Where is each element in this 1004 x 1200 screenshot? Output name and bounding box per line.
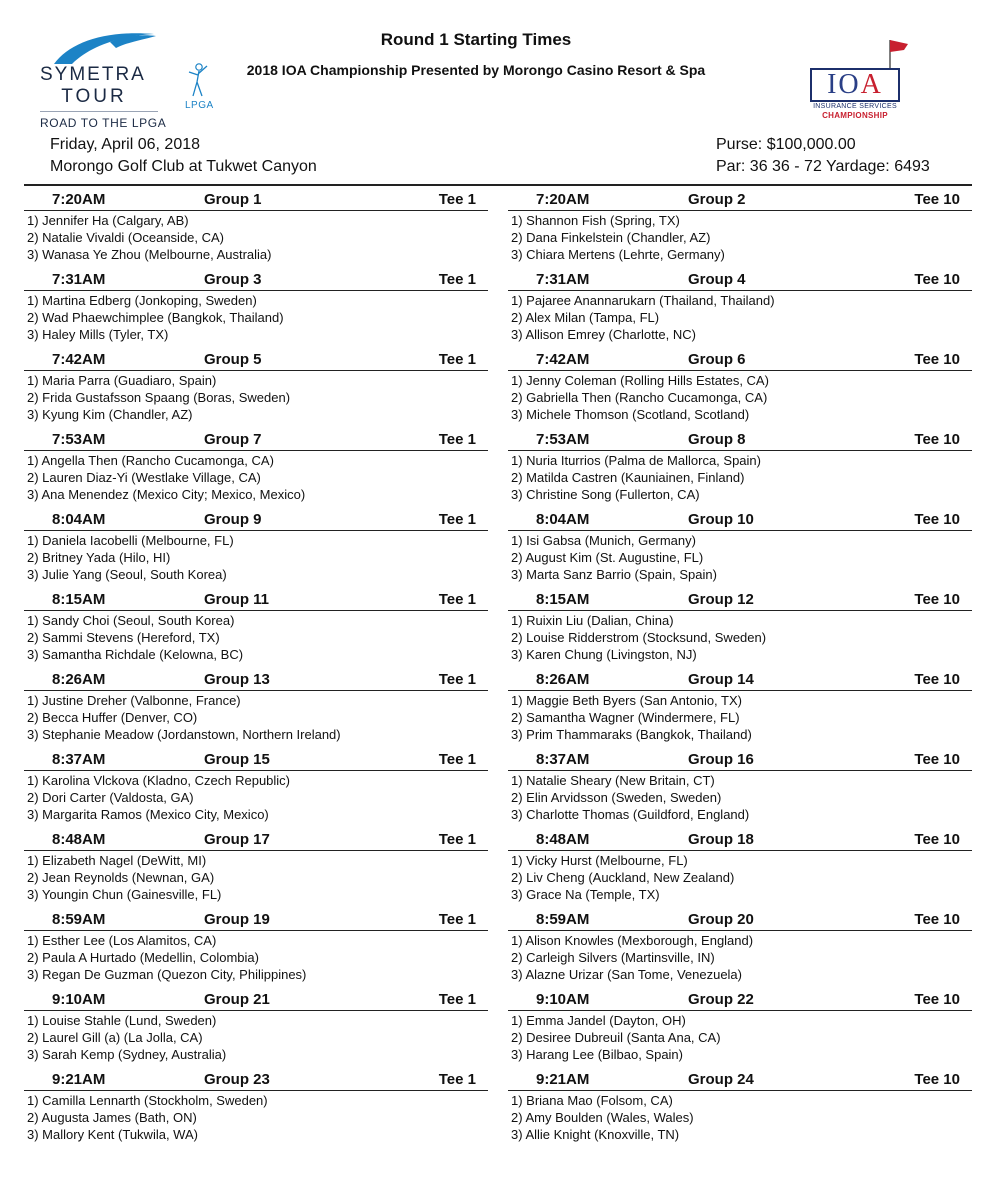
player-entry: 2) Carleigh Silvers (Martinsville, IN) [511,950,715,965]
group-header [508,910,972,931]
player-list [24,851,488,903]
player-list [508,371,972,423]
tee-time-group [508,1070,972,1150]
player-entry: 3) Julie Yang (Seoul, South Korea) [27,567,227,582]
player-entry: 2) Desiree Dubreuil (Santa Ana, CA) [511,1030,721,1045]
player-entry: 1) Daniela Iacobelli (Melbourne, FL) [27,533,234,548]
player-entry: 3) Alazne Urizar (San Tome, Venezuela) [511,967,742,982]
tee-number: Tee 1 [438,351,476,368]
group-name: Group 7 [204,431,262,448]
tee-number: Tee 10 [914,351,960,368]
player-list [508,211,972,263]
tee-time-group [508,670,972,750]
tee-time: 8:48AM [52,831,106,848]
group-name: Group 13 [204,671,270,688]
symetra-tagline: ROAD TO THE LPGA [40,116,167,130]
group-header [508,270,972,291]
tee-time-group [508,910,972,990]
player-entry: 1) Louise Stahle (Lund, Sweden) [27,1013,217,1028]
tee-time: 9:10AM [536,991,590,1008]
group-name: Group 24 [688,1071,754,1088]
group-name: Group 1 [204,191,262,208]
player-list [508,291,972,343]
player-entry: 3) Mallory Kent (Tukwila, WA) [27,1127,198,1142]
event-par-yardage: Par: 36 36 - 72 Yardage: 6493 [716,158,930,175]
player-list [24,531,488,583]
flag-icon [882,38,912,72]
group-name: Group 14 [688,671,754,688]
player-list [508,531,972,583]
tee-time-group [508,590,972,670]
group-name: Group 23 [204,1071,270,1088]
player-entry: 1) Natalie Sheary (New Britain, CT) [511,773,715,788]
player-entry: 2) August Kim (St. Augustine, FL) [511,550,704,565]
player-entry: 1) Alison Knowles (Mexborough, England) [511,933,754,948]
tee-number: Tee 10 [914,751,960,768]
ioa-mark [810,68,900,102]
tee-number: Tee 10 [914,431,960,448]
tee-time-group [24,1070,488,1150]
player-entry: 2) Natalie Vivaldi (Oceanside, CA) [27,230,225,245]
symetra-wordmark: SYMETRA [40,64,146,85]
player-entry: 2) Sammi Stevens (Hereford, TX) [27,630,220,645]
tee-time-group [508,990,972,1070]
player-entry: 1) Esther Lee (Los Alamitos, CA) [27,933,217,948]
group-name: Group 17 [204,831,270,848]
group-header [24,990,488,1011]
group-header [24,670,488,691]
player-list [24,611,488,663]
player-entry: 2) Samantha Wagner (Windermere, FL) [511,710,740,725]
tee-time: 8:15AM [536,591,590,608]
player-entry: 2) Lauren Diaz-Yi (Westlake Village, CA) [27,470,261,485]
player-entry: 2) Jean Reynolds (Newnan, GA) [27,870,215,885]
tee-number: Tee 1 [438,511,476,528]
group-name: Group 6 [688,351,746,368]
player-entry: 3) Youngin Chun (Gainesville, FL) [27,887,222,902]
player-entry: 3) Stephanie Meadow (Jordanstown, Northern Ireland) [27,727,341,742]
player-entry: 1) Angella Then (Rancho Cucamonga, CA) [27,453,274,468]
tee-time-group [24,750,488,830]
tee-number: Tee 1 [438,751,476,768]
tee-time: 7:42AM [536,351,590,368]
tee-time: 8:37AM [536,751,590,768]
symetra-tour-text: TOUR [61,86,127,107]
player-entry: 2) Dana Finkelstein (Chandler, AZ) [511,230,711,245]
tee-time-group [24,350,488,430]
tee-number: Tee 10 [914,1071,960,1088]
group-name: Group 10 [688,511,754,528]
group-header [24,910,488,931]
group-header [24,590,488,611]
tee-time: 8:48AM [536,831,590,848]
player-entry: 1) Sandy Choi (Seoul, South Korea) [27,613,235,628]
player-entry: 2) Matilda Castren (Kauniainen, Finland) [511,470,745,485]
player-entry: 3) Christine Song (Fullerton, CA) [511,487,700,502]
group-header [24,350,488,371]
player-list [24,451,488,503]
tee-time-group [508,750,972,830]
player-list [508,611,972,663]
group-name: Group 11 [204,591,270,608]
group-header [508,670,972,691]
player-entry: 1) Shannon Fish (Spring, TX) [511,213,680,228]
group-header [508,750,972,771]
player-entry: 3) Wanasa Ye Zhou (Melbourne, Australia) [27,247,272,262]
tee-time: 7:31AM [536,271,590,288]
group-name: Group 5 [204,351,262,368]
ioa-mark-a: A [860,69,883,100]
event-subtitle: 2018 IOA Championship Presented by Morongo Casino Resort & Spa [246,62,706,78]
tee-number: Tee 10 [914,671,960,688]
player-entry: 1) Vicky Hurst (Melbourne, FL) [511,853,688,868]
group-name: Group 22 [688,991,754,1008]
player-entry: 2) Amy Boulden (Wales, Wales) [511,1110,694,1125]
player-entry: 3) Sarah Kemp (Sydney, Australia) [27,1047,227,1062]
group-header [24,430,488,451]
tee-time: 7:31AM [52,271,106,288]
player-entry: 2) Becca Huffer (Denver, CO) [27,710,198,725]
player-entry: 2) Wad Phaewchimplee (Bangkok, Thailand) [27,310,284,325]
player-entry: 1) Ruixin Liu (Dalian, China) [511,613,674,628]
page-title: Round 1 Starting Times [380,30,572,49]
group-name: Group 2 [688,191,746,208]
player-entry: 1) Maggie Beth Byers (San Antonio, TX) [511,693,742,708]
tee-number: Tee 10 [914,511,960,528]
player-entry: 2) Liv Cheng (Auckland, New Zealand) [511,870,735,885]
group-header [508,350,972,371]
player-entry: 3) Charlotte Thomas (Guildford, England) [511,807,750,822]
tee-time-group [508,430,972,510]
ioa-championship-logo [806,38,906,122]
tee-time: 7:42AM [52,351,106,368]
player-entry: 3) Haley Mills (Tyler, TX) [27,327,169,342]
player-entry: 1) Pajaree Anannarukarn (Thailand, Thailand) [511,293,775,308]
tee-time: 7:53AM [536,431,590,448]
player-list [24,1011,488,1063]
tee-time-group [508,270,972,350]
group-header [24,510,488,531]
player-list [508,771,972,823]
event-venue: Morongo Golf Club at Tukwet Canyon [50,158,317,175]
player-list [508,851,972,903]
group-header [24,1070,488,1091]
group-name: Group 3 [204,271,262,288]
lpga-text: LPGA [185,100,214,111]
player-entry: 2) Paula A Hurtado (Medellin, Colombia) [27,950,259,965]
player-entry: 3) Allie Knight (Knoxville, TN) [511,1127,680,1142]
group-header [24,270,488,291]
player-list [508,931,972,983]
player-entry: 2) Augusta James (Bath, ON) [27,1110,197,1125]
tee-time: 7:20AM [52,191,106,208]
group-name: Group 21 [204,991,270,1008]
event-purse: Purse: $100,000.00 [716,136,856,153]
tee-number: Tee 1 [438,591,476,608]
player-entry: 2) Laurel Gill (a) (La Jolla, CA) [27,1030,203,1045]
tee-time-group [24,270,488,350]
ioa-championship: CHAMPIONSHIP [822,111,888,120]
player-entry: 1) Jennifer Ha (Calgary, AB) [27,213,189,228]
group-header [508,430,972,451]
player-entry: 2) Louise Ridderstrom (Stocksund, Sweden) [511,630,767,645]
tee-time-group [508,350,972,430]
group-header [508,990,972,1011]
tee-time-group [24,430,488,510]
player-entry: 3) Allison Emrey (Charlotte, NC) [511,327,696,342]
player-entry: 3) Grace Na (Temple, TX) [511,887,660,902]
group-name: Group 12 [688,591,754,608]
player-entry: 3) Ana Menendez (Mexico City; Mexico, Mexico) [27,487,306,502]
group-name: Group 15 [204,751,270,768]
tee-time: 9:21AM [52,1071,106,1088]
player-entry: 3) Michele Thomson (Scotland, Scotland) [511,407,750,422]
player-entry: 1) Jenny Coleman (Rolling Hills Estates, CA) [511,373,769,388]
group-header [24,830,488,851]
player-entry: 3) Samantha Richdale (Kelowna, BC) [27,647,244,662]
tee-number: Tee 10 [914,271,960,288]
tee-time-group [508,830,972,910]
player-entry: 1) Camilla Lennarth (Stockholm, Sweden) [27,1093,268,1108]
tee-time-group [508,510,972,590]
tee-time-group [24,910,488,990]
player-entry: 1) Justine Dreher (Valbonne, France) [27,693,241,708]
player-entry: 3) Kyung Kim (Chandler, AZ) [27,407,193,422]
player-entry: 2) Alex Milan (Tampa, FL) [511,310,660,325]
tee-number: Tee 1 [438,1071,476,1088]
tee-time: 8:59AM [536,911,590,928]
group-name: Group 16 [688,751,754,768]
player-list [508,1091,972,1143]
player-entry: 3) Karen Chung (Livingston, NJ) [511,647,697,662]
player-entry: 2) Elin Arvidsson (Sweden, Sweden) [511,790,722,805]
group-header [508,510,972,531]
player-list [24,371,488,423]
group-header [24,750,488,771]
tee-number: Tee 1 [438,671,476,688]
tee-number: Tee 1 [438,831,476,848]
player-entry: 3) Margarita Ramos (Mexico City, Mexico) [27,807,269,822]
tee-number: Tee 1 [438,271,476,288]
player-entry: 1) Martina Edberg (Jonkoping, Sweden) [27,293,257,308]
player-list [24,211,488,263]
player-entry: 2) Gabriella Then (Rancho Cucamonga, CA) [511,390,768,405]
player-entry: 3) Marta Sanz Barrio (Spain, Spain) [511,567,717,582]
tee-time: 7:20AM [536,191,590,208]
tee-time: 8:15AM [52,591,106,608]
tee-time-group [24,990,488,1070]
tee-time-group [24,670,488,750]
tee-time-group [24,590,488,670]
tee-time-group [508,190,972,270]
player-entry: 1) Nuria Iturrios (Palma de Mallorca, Spain) [511,453,761,468]
tee-time-group [24,830,488,910]
group-name: Group 20 [688,911,754,928]
player-list [508,1011,972,1063]
symetra-divider [40,111,158,112]
event-info-right [716,134,930,178]
group-header [508,190,972,211]
tee-time: 7:53AM [52,431,106,448]
player-entry: 1) Elizabeth Nagel (DeWitt, MI) [27,853,207,868]
player-entry: 3) Chiara Mertens (Lehrte, Germany) [511,247,725,262]
tee-time: 8:59AM [52,911,106,928]
group-header [508,1070,972,1091]
event-info-left [50,134,317,178]
tee-time: 8:04AM [536,511,590,528]
group-name: Group 19 [204,911,270,928]
player-list [24,691,488,743]
tee-times-grid [24,190,972,1150]
group-header [24,190,488,211]
tee-number: Tee 10 [914,991,960,1008]
tee-time: 8:04AM [52,511,106,528]
ioa-mark-io: IO [827,69,861,100]
player-entry: 3) Harang Lee (Bilbao, Spain) [511,1047,683,1062]
event-date: Friday, April 06, 2018 [50,136,201,153]
player-list [24,931,488,983]
tee-time: 9:10AM [52,991,106,1008]
player-entry: 2) Frida Gustafsson Spaang (Boras, Sweden) [27,390,291,405]
player-list [24,771,488,823]
tee-number: Tee 10 [914,591,960,608]
player-entry: 1) Karolina Vlckova (Kladno, Czech Republic) [27,773,291,788]
tee-number: Tee 1 [438,191,476,208]
tee-number: Tee 1 [438,431,476,448]
tee-number: Tee 10 [914,911,960,928]
player-entry: 1) Briana Mao (Folsom, CA) [511,1093,673,1108]
player-entry: 2) Dori Carter (Valdosta, GA) [27,790,194,805]
tee-time-group [24,510,488,590]
player-entry: 1) Emma Jandel (Dayton, OH) [511,1013,686,1028]
player-entry: 3) Prim Thammaraks (Bangkok, Thailand) [511,727,752,742]
header-divider [24,184,972,186]
player-entry: 1) Isi Gabsa (Munich, Germany) [511,533,696,548]
group-header [508,590,972,611]
tee-number: Tee 1 [438,991,476,1008]
player-entry: 1) Maria Parra (Guadiaro, Spain) [27,373,217,388]
tee-time: 9:21AM [536,1071,590,1088]
tee-number: Tee 10 [914,191,960,208]
group-name: Group 4 [688,271,746,288]
group-name: Group 8 [688,431,746,448]
tee-time: 8:26AM [536,671,590,688]
player-entry: 3) Regan De Guzman (Quezon City, Philippines) [27,967,307,982]
tee-time: 8:26AM [52,671,106,688]
ioa-insurance-services: INSURANCE SERVICES [813,103,897,110]
player-list [24,1091,488,1143]
tee-number: Tee 10 [914,831,960,848]
player-list [508,691,972,743]
group-name: Group 9 [204,511,262,528]
tee-time: 8:37AM [52,751,106,768]
group-name: Group 18 [688,831,754,848]
tee-time-group [24,190,488,270]
tee-number: Tee 1 [438,911,476,928]
group-header [508,830,972,851]
player-list [508,451,972,503]
player-entry: 2) Britney Yada (Hilo, HI) [27,550,171,565]
player-list [24,291,488,343]
